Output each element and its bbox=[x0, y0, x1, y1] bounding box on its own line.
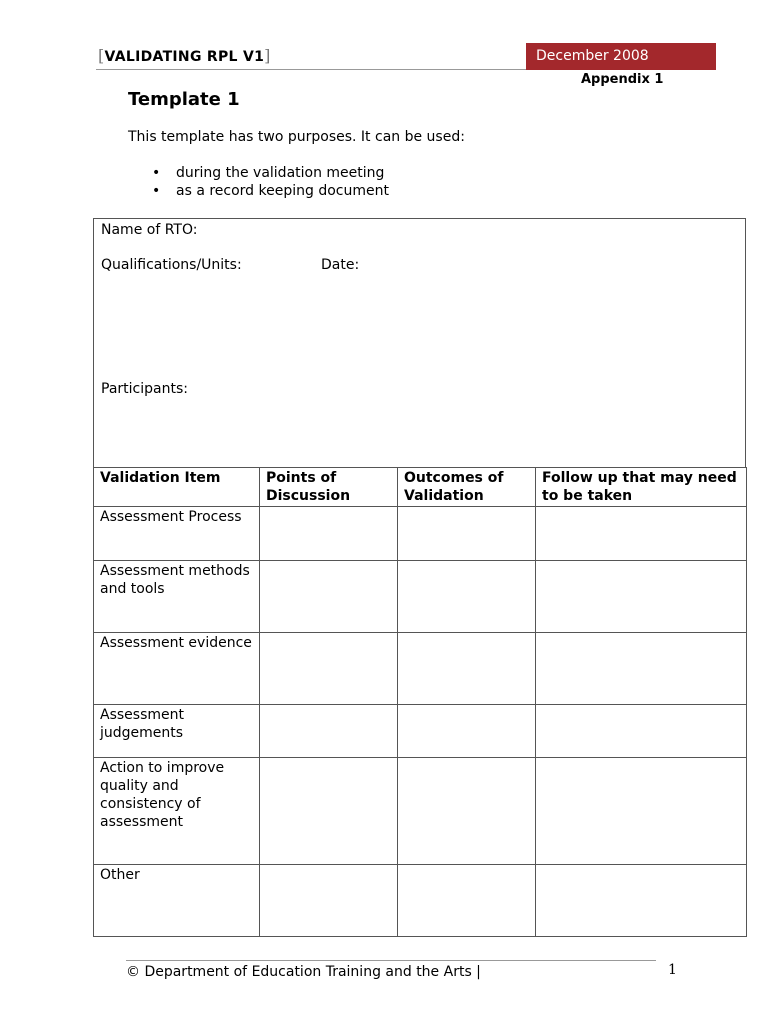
appendix-label: Appendix 1 bbox=[581, 72, 664, 87]
bracket-close: ] bbox=[264, 46, 271, 65]
table-row bbox=[94, 705, 747, 758]
discussion-cell[interactable] bbox=[260, 865, 398, 937]
validation-item-cell: Assessment judgements bbox=[94, 705, 260, 758]
page-number: 1 bbox=[668, 962, 677, 978]
column-header: Follow up that may need to be taken bbox=[536, 468, 747, 507]
follow-up-cell[interactable] bbox=[536, 865, 747, 937]
list-item: • as a record keeping document bbox=[130, 182, 389, 200]
outcomes-cell[interactable] bbox=[398, 865, 536, 937]
header-title-text: VALIDATING RPL V1 bbox=[104, 49, 265, 65]
participants-label: Participants: bbox=[101, 381, 188, 397]
intro-text: This template has two purposes. It can be used: bbox=[128, 129, 465, 145]
follow-up-cell[interactable] bbox=[536, 758, 747, 865]
date-label: Date: bbox=[321, 257, 360, 273]
table-row bbox=[94, 507, 747, 561]
column-header: Points of Discussion bbox=[260, 468, 398, 507]
follow-up-cell[interactable] bbox=[536, 561, 747, 633]
validation-item-cell: Assessment Process bbox=[94, 507, 260, 561]
purpose-list bbox=[130, 164, 389, 200]
discussion-cell[interactable] bbox=[260, 758, 398, 865]
table-row bbox=[94, 633, 747, 705]
outcomes-cell[interactable] bbox=[398, 507, 536, 561]
page-title: Template 1 bbox=[128, 89, 240, 110]
list-item: • during the validation meeting bbox=[130, 164, 389, 182]
footer-copyright: © Department of Education Training and the Arts | bbox=[126, 964, 481, 980]
footer-rule bbox=[126, 960, 656, 961]
bracket-open: [ bbox=[98, 46, 105, 65]
column-header: Validation Item bbox=[94, 468, 260, 507]
validation-item-cell: Other bbox=[94, 865, 260, 937]
column-header: Outcomes of Validation bbox=[398, 468, 536, 507]
discussion-cell[interactable] bbox=[260, 633, 398, 705]
info-box bbox=[93, 218, 746, 467]
validation-item-cell: Assessment methods and tools bbox=[94, 561, 260, 633]
outcomes-cell[interactable] bbox=[398, 561, 536, 633]
document-header-title bbox=[98, 46, 271, 65]
outcomes-cell[interactable] bbox=[398, 758, 536, 865]
validation-table bbox=[93, 467, 747, 937]
follow-up-cell[interactable] bbox=[536, 507, 747, 561]
discussion-cell[interactable] bbox=[260, 507, 398, 561]
qualifications-label: Qualifications/Units: bbox=[101, 257, 242, 273]
table-row bbox=[94, 561, 747, 633]
follow-up-cell[interactable] bbox=[536, 633, 747, 705]
outcomes-cell[interactable] bbox=[398, 705, 536, 758]
discussion-cell[interactable] bbox=[260, 705, 398, 758]
discussion-cell[interactable] bbox=[260, 561, 398, 633]
validation-item-cell: Action to improve quality and consistency of assessment bbox=[94, 758, 260, 865]
follow-up-cell[interactable] bbox=[536, 705, 747, 758]
header-date-badge: December 2008 bbox=[526, 43, 716, 70]
table-row bbox=[94, 865, 747, 937]
table-header-row bbox=[94, 468, 747, 507]
rto-name-label: Name of RTO: bbox=[101, 222, 198, 238]
validation-item-cell: Assessment evidence bbox=[94, 633, 260, 705]
table-row bbox=[94, 758, 747, 865]
outcomes-cell[interactable] bbox=[398, 633, 536, 705]
